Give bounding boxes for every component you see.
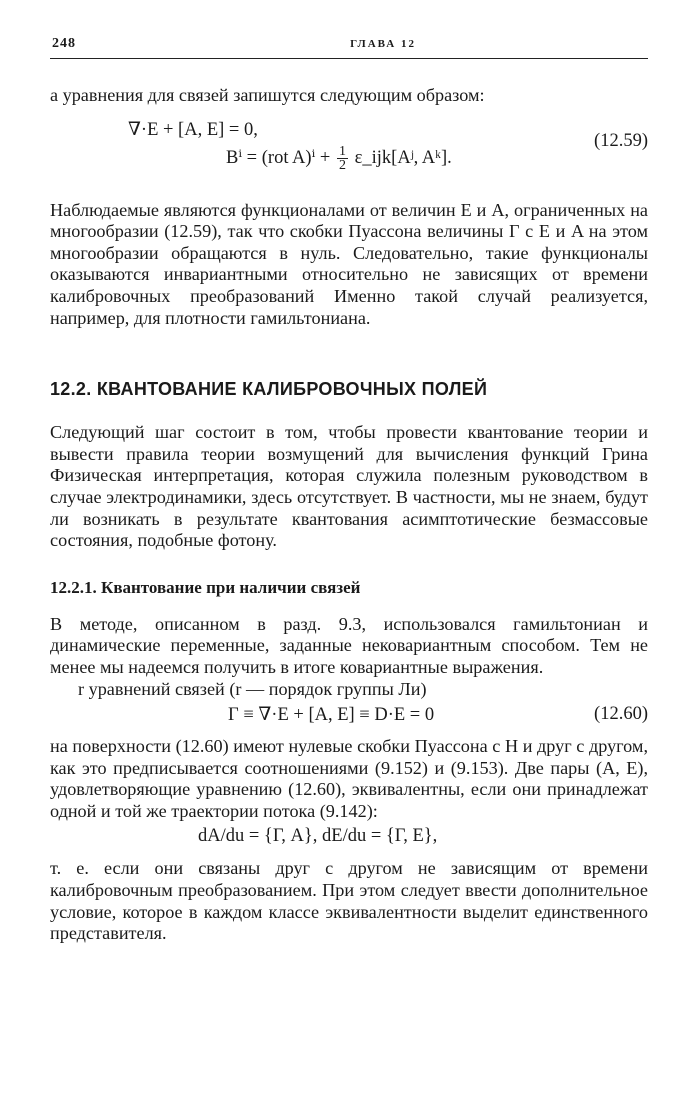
subsection-title: 12.2.1. Квантование при наличии связей: [50, 577, 361, 597]
equation-flow: [50, 822, 648, 852]
equation-12-59: [50, 111, 648, 175]
chapter-title: ГЛАВА 12: [350, 38, 416, 50]
equation-expression: dA/du = {Γ, A}, dE/du = {Γ, E},: [198, 826, 438, 847]
paragraph-gauge: т. е. если они связаны друг с другом не зависящим от времени калибровочным преобразованием. При этом следует ввести дополнительное условие, которое в каждом классе эквивалентности выделит единственного представителя.: [50, 858, 648, 944]
equation-expression: Γ ≡ ∇·E + [A, E] ≡ D·E = 0: [228, 705, 435, 726]
header-rule: [50, 58, 648, 59]
running-header: [50, 36, 648, 58]
paragraph-surface: на поверхности (12.60) имеют нулевые скобки Пуассона с H и друг с другом, как это предписывается соотношениями (9.152) и (9.153). Две пары (A, E), удовлетворяющие уравнению (12.60), эквивалентны, если они принадлежат одной и той же траектории потока (9.142):: [50, 736, 648, 821]
paragraph-method: В методе, описанном в разд. 9.3, использовался гамильтониан и динамические переменные, заданные нековариантным способом. Тем не менее мы надеемся получить в итоге ковариантные выражения.: [50, 613, 648, 677]
paragraph-observables: Наблюдаемые являются функционалами от величин E и A, ограниченных на многообразии (12.59), так что скобки Пуассона величины Γ с E и A на этом многообразии обращаются в нуль. Следовательно, такие функционалы оказываются инвариантными относительно не зависящих от времени калибровочных преобразований Именно такой случай реализуется, например, для плотности гамильтониана.: [50, 199, 648, 328]
equation-line-1: ∇·E + [A, E] = 0,: [128, 119, 258, 140]
equation-number: (12.60): [594, 704, 648, 725]
book-page: [50, 36, 648, 945]
equation-12-60: [50, 700, 648, 730]
equation-line-2: Bⁱ = (rot A)ⁱ + $\frac{1}{2}$ ε_ijk[Aʲ, Aᵏ].: [226, 143, 452, 173]
intro-line: а уравнения для связей запишутся следующим образом:: [50, 85, 485, 105]
equation-number: (12.59): [594, 130, 648, 151]
section-title: 12.2. КВАНТОВАНИЕ КАЛИБРОВОЧНЫХ ПОЛЕЙ: [50, 379, 488, 400]
paragraph-quantization: Следующий шаг состоит в том, чтобы провести квантование теории и вывести правила теории возмущений для вычисления функций Грина Физическая интерпретация, которая служила полезным руководством в случае электродинамики, здесь отсутствует. В частности, мы не знаем, будут ли возникать в результате квантования асимптотические безмассовые состояния, подобные фотону.: [50, 422, 648, 551]
page-number: 248: [52, 36, 76, 51]
paragraph-constraints: r уравнений связей (r — порядок группы Ли): [78, 678, 427, 699]
fraction-one-half: $\frac{1}{2}$: [339, 143, 346, 173]
